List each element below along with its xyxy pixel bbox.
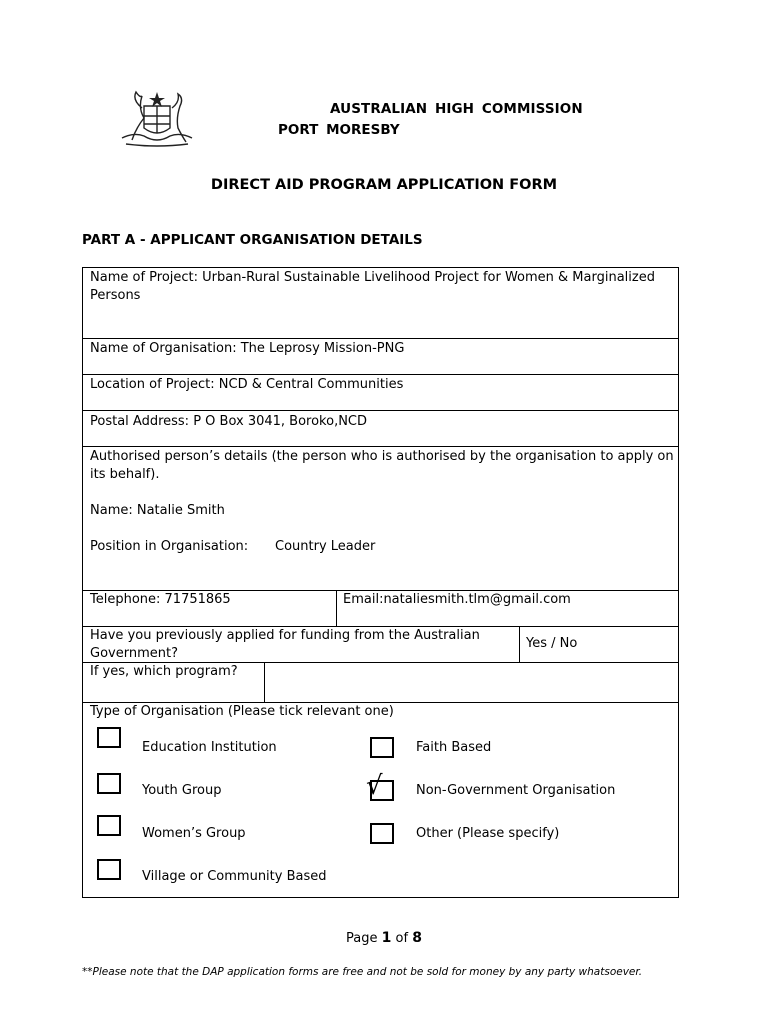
coat-of-arms-emblem: [114, 88, 200, 150]
authorised-person-label: Authorised person’s details (the person who is authorised by the organisation to apply on its behalf).: [90, 449, 674, 482]
row-divider: [83, 446, 678, 447]
page-total: 8: [412, 930, 422, 946]
org-type-heading: Type of Organisation (Please tick relevant one): [90, 704, 394, 719]
option-womens-group: Women’s Group: [142, 826, 246, 841]
postal-address-field[interactable]: Postal Address: P O Box 3041, Boroko,NCD: [90, 414, 368, 429]
position-label: Position in Organisation:: [90, 539, 249, 554]
telephone-field[interactable]: Telephone: 71751865: [90, 592, 231, 607]
row-divider: [83, 338, 678, 339]
option-education-institution: Education Institution: [142, 740, 277, 755]
checkbox-faith-based[interactable]: [370, 737, 394, 758]
previous-funding-question: Have you previously applied for funding from the Australian Government?: [90, 628, 480, 661]
row-divider: [83, 410, 678, 411]
which-program-label: If yes, which program?: [90, 664, 238, 679]
applicant-details-table: [82, 267, 679, 898]
checkbox-non-government-organisation[interactable]: [366, 771, 394, 801]
checkbox-village-community[interactable]: [97, 859, 121, 880]
footer-note: **Please note that the DAP application forms are free and not be sold for money by any party whatsoever.: [82, 966, 643, 978]
checkbox-education-institution[interactable]: [97, 727, 121, 748]
header-line-2: PORT MORESBY: [278, 122, 400, 138]
column-divider: [264, 662, 265, 702]
header-line-1: AUSTRALIAN HIGH COMMISSION: [330, 101, 583, 117]
page-number: [0, 930, 768, 946]
column-divider: [336, 590, 337, 626]
email-field[interactable]: Email:nataliesmith.tlm@gmail.com: [343, 592, 571, 607]
check-mark-icon: √: [366, 771, 383, 801]
option-village-community: Village or Community Based: [142, 869, 327, 884]
row-divider: [83, 374, 678, 375]
checkbox-other[interactable]: [370, 823, 394, 844]
of-word: of: [395, 931, 409, 946]
column-divider: [519, 626, 520, 662]
checkbox-youth-group[interactable]: [97, 773, 121, 794]
form-title: DIRECT AID PROGRAM APPLICATION FORM: [210, 177, 558, 193]
option-youth-group: Youth Group: [142, 783, 222, 798]
authorised-name-field[interactable]: Name: Natalie Smith: [90, 503, 225, 518]
location-field[interactable]: Location of Project: NCD & Central Communities: [90, 377, 404, 392]
which-program-field[interactable]: [271, 663, 671, 699]
option-faith-based: Faith Based: [416, 740, 492, 755]
option-non-government-organisation: Non-Government Organisation: [416, 783, 616, 798]
page-current: 1: [381, 930, 392, 946]
position-value-field[interactable]: Country Leader: [275, 539, 376, 554]
project-name-field[interactable]: Name of Project: Urban-Rural Sustainable Livelihood Project for Women & Marginalized Persons: [90, 270, 655, 303]
yes-no-field[interactable]: Yes / No: [526, 636, 578, 651]
organisation-field[interactable]: Name of Organisation: The Leprosy Mission-PNG: [90, 341, 405, 356]
checkbox-womens-group[interactable]: [97, 815, 121, 836]
option-other: Other (Please specify): [416, 826, 560, 841]
page-word: Page: [346, 931, 378, 946]
part-a-heading: PART A - APPLICANT ORGANISATION DETAILS: [82, 232, 423, 248]
